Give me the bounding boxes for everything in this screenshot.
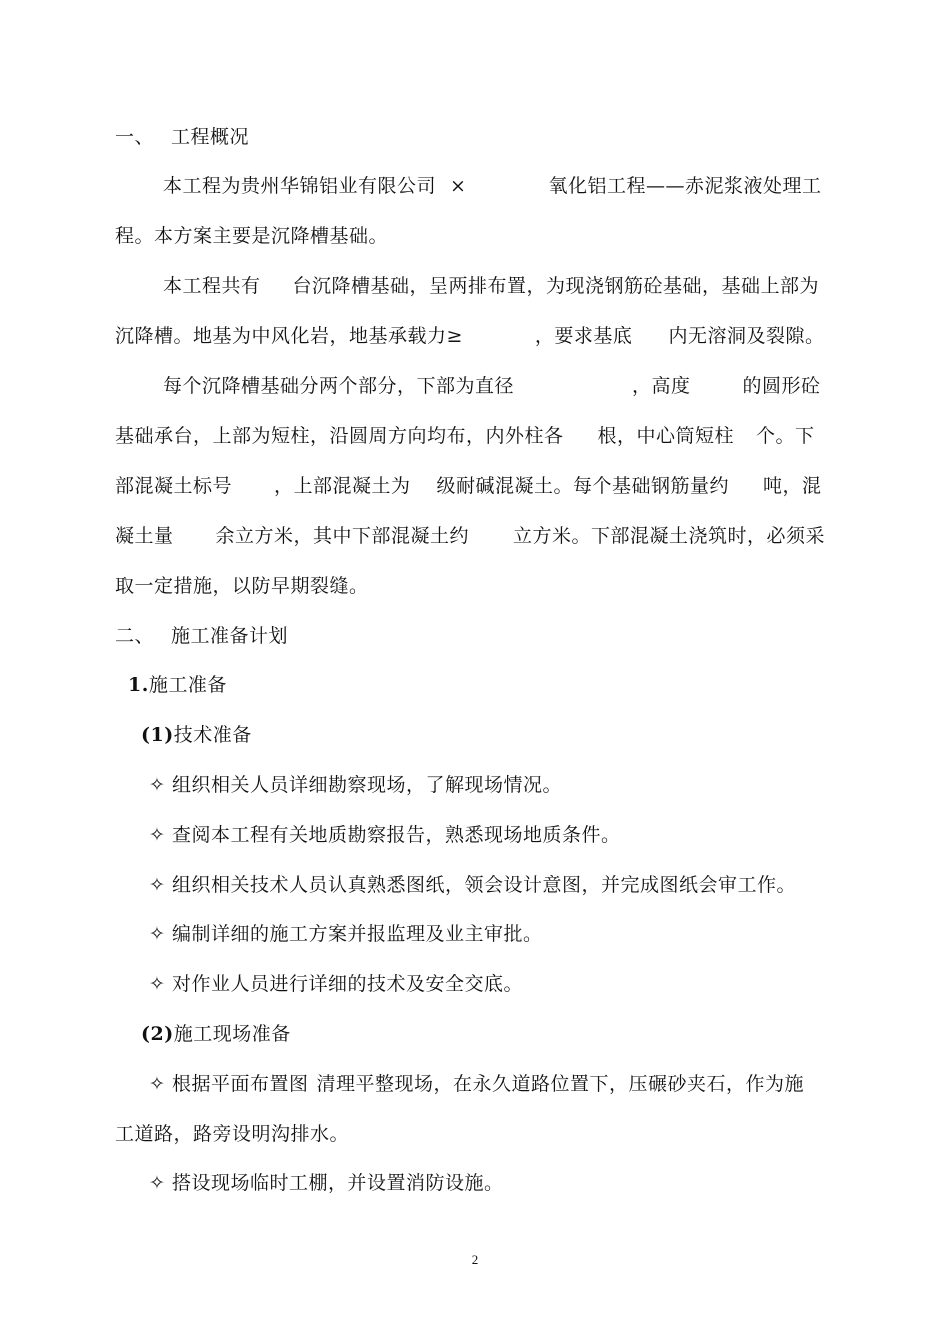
section-1-number: 一、 [115,126,155,148]
bullet-item: ✧ 组织相关人员详细勘察现场，了解现场情况。 [149,774,562,796]
text-fragment: 部混凝土标号 [115,475,233,497]
subsection-number: 1. [128,674,149,696]
text-fragment: 台沉降槽基础，呈两排布置，为现浇钢筋砼基础，基础上部为 [292,275,820,297]
subsection-title: 施工准备 [148,674,227,696]
subsubsection-title: 施工现场准备 [173,1023,291,1045]
paragraph-line [115,524,825,548]
section-2-heading [115,624,288,648]
text-fragment: 根，中心筒短柱 [597,425,735,447]
text-fragment: 沉降槽。地基为中风化岩，地基承载力≥ [115,325,463,347]
text-fragment: ，上部混凝土为 [274,475,411,497]
bullet-item: ✧ 组织相关技术人员认真熟悉图纸，领会设计意图，并完成图纸会审工作。 [149,874,796,896]
section-1-title: 工程概况 [171,126,250,148]
paragraph-line [163,174,821,198]
paragraph-line [115,324,824,348]
text-fragment: ✧ 根据平面布置图 [149,1073,309,1095]
bullet-item [149,1072,804,1096]
section-2-number: 二、 [115,625,155,647]
text-fragment: 本工程为贵州华锦铝业有限公司 [163,175,437,197]
paragraph-line [163,374,821,398]
subsubsection-number: (2) [141,1023,174,1045]
text-fragment: 余立方米，其中下部混凝土约 [215,525,470,547]
text-fragment: 的圆形砼 [742,375,821,397]
subsection-heading [128,673,227,697]
paragraph-line: 程。本方案主要是沉降槽基础。 [115,225,389,247]
text-fragment: 个。下 [756,425,815,447]
subsubsection-heading [141,1022,291,1046]
text-fragment: 氧化铝工程——赤泥浆液处理工 [548,175,822,197]
bullet-continuation: 工道路，路旁设明沟排水。 [115,1123,350,1145]
text-fragment: 级耐碱混凝土。每个基础钢筋量约 [436,475,730,497]
paragraph-line: 取一定措施，以防早期裂缝。 [115,575,369,597]
section-1-heading [115,125,249,149]
subsubsection-heading [141,723,252,747]
paragraph-line [115,474,822,498]
subsubsection-number: (1) [141,724,174,746]
bullet-item: ✧ 编制详细的施工方案并报监理及业主审批。 [149,923,543,945]
subsubsection-title: 技术准备 [173,724,252,746]
text-fragment: 吨，混 [763,475,822,497]
text-fragment: 清理平整现场，在永久道路位置下，压碾砂夹石，作为施 [316,1073,804,1095]
text-fragment: 内无溶洞及裂隙。 [668,325,825,347]
text-fragment: ，要求基底 [534,325,633,347]
text-fragment: 基础承台，上部为短柱，沿圆周方向均布，内外柱各 [115,425,564,447]
page-number: 2 [471,1252,479,1267]
section-2-title: 施工准备计划 [171,625,289,647]
bullet-item: ✧ 查阅本工程有关地质勘察报告，熟悉现场地质条件。 [149,824,621,846]
paragraph-line [163,274,819,298]
text-fragment: × [450,175,467,197]
bullet-item: ✧ 对作业人员进行详细的技术及安全交底。 [149,973,523,995]
text-fragment: 凝土量 [115,525,174,547]
text-fragment: 本工程共有 [163,275,261,297]
text-fragment: 每个沉降槽基础分两个部分，下部为直径 [163,375,515,397]
bullet-item: ✧ 搭设现场临时工棚，并设置消防设施。 [149,1172,504,1194]
text-fragment: ，高度 [632,375,691,397]
text-fragment: 立方米。下部混凝土浇筑时，必须采 [513,525,826,547]
paragraph-line [115,424,815,448]
